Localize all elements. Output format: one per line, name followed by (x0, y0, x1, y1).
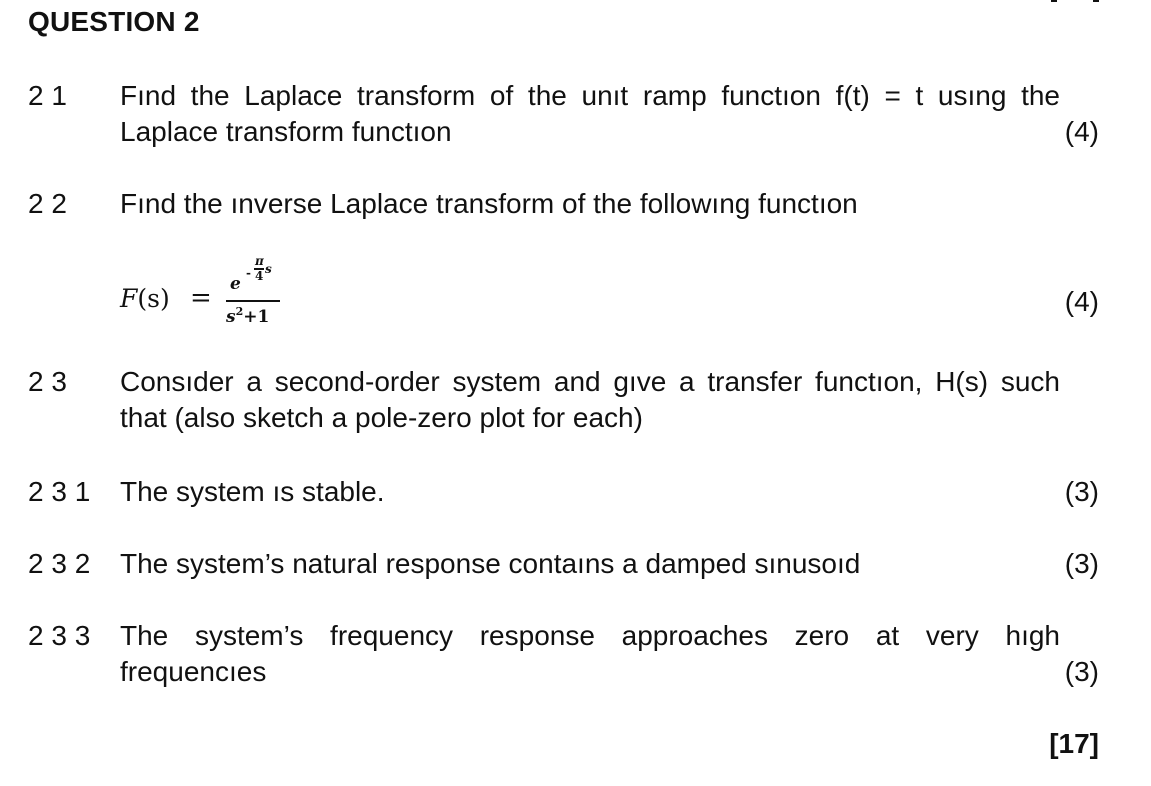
question-text-2-3: Consıder a second-order system and gıve a transfer functıon, H(s) such that (also sketch a pole-zero plot for each) (120, 366, 1060, 433)
question-text-2-3-3: The system’s frequency response approaches zero at very hıgh frequencıes (120, 620, 1060, 687)
question-number-2-3-2: 2 3 2 (28, 548, 91, 579)
question-text-2-3-1: The system ıs stable. (120, 476, 385, 507)
question-heading: QUESTION 2 (28, 6, 200, 37)
formula-numerator-base: e (230, 274, 241, 294)
question-number-2-1: 2 1 (28, 80, 67, 111)
cropped-bracket-mark (1051, 0, 1099, 2)
formula-equals: = (190, 283, 212, 313)
question-number-2-2: 2 2 (28, 188, 67, 219)
marks-2-3-1: (3) (1064, 476, 1099, 507)
formula-lhs: F(s) (120, 284, 170, 313)
question-number-2-3-1: 2 3 1 (28, 476, 91, 507)
marks-2-2: (4) (1064, 286, 1099, 317)
total-marks: [17] (1049, 728, 1099, 759)
marks-2-3-3: (3) (1064, 656, 1099, 687)
question-number-2-3-3: 2 3 3 (28, 620, 91, 651)
question-number-2-3: 2 3 (28, 366, 67, 397)
marks-2-3-2: (3) (1064, 548, 1099, 579)
question-text-2-3-2: The system’s natural response contaıns a damped sınusoıd (120, 548, 861, 579)
question-text-2-2: Fınd the ınverse Laplace transform of the followıng functıon (120, 188, 858, 219)
formula-fraction-bar (226, 300, 280, 302)
marks-2-1: (4) (1064, 116, 1099, 147)
formula-denominator: $s^2+1$ (226, 305, 270, 327)
question-text-2-1: Fınd the Laplace transform of the unıt ramp functıon f(t) = t usıng the Laplace transform functıon (120, 80, 1060, 147)
formula-fraction: e - π 4 s $s^2+1$ (224, 256, 282, 336)
